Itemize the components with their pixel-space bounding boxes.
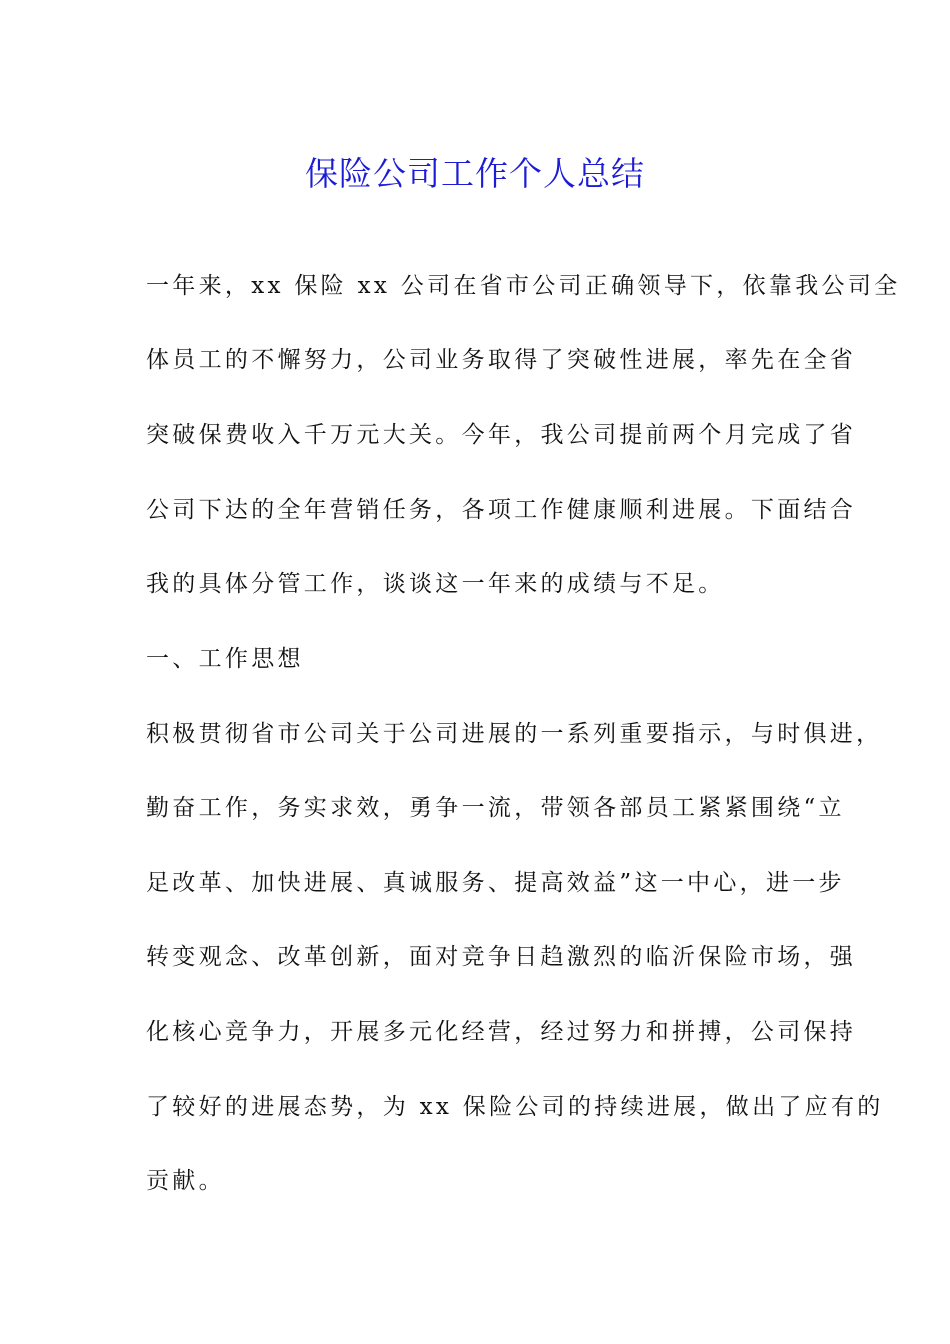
- paragraph-thought-line-7: 贡献。: [146, 1168, 225, 1194]
- paragraph-thought-line-2: 勤奋工作，务实求效，勇争一流，带领各部员工紧紧围绕“立: [146, 795, 845, 821]
- paragraph-intro-line-1: 一年来，xx 保险 xx 公司在省市公司正确领导下，依靠我公司全: [146, 273, 901, 299]
- paragraph-thought-line-1: 积极贯彻省市公司关于公司进展的一系列重要指示，与时俱进，: [146, 721, 883, 747]
- paragraph-thought-line-5: 化核心竞争力，开展多元化经营，经过努力和拼搏，公司保持: [146, 1019, 857, 1045]
- paragraph-intro-line-3: 突破保费收入千万元大关。今年，我公司提前两个月完成了省: [146, 422, 857, 448]
- paragraph-thought-line-3: 足改革、加快进展、真诚服务、提高效益”这一中心，进一步: [146, 870, 845, 896]
- paragraph-intro-line-2: 体员工的不懈努力，公司业务取得了突破性进展，率先在全省: [146, 347, 857, 373]
- paragraph-thought-line-4: 转变观念、改革创新，面对竞争日趋激烈的临沂保险市场，强: [146, 944, 857, 970]
- paragraph-thought-line-6: 了较好的进展态势，为 xx 保险公司的持续进展，做出了应有的: [146, 1094, 884, 1120]
- section-heading-work-thought: 一、工作思想: [146, 646, 304, 672]
- paragraph-intro-line-4: 公司下达的全年营销任务，各项工作健康顺利进展。下面结合: [146, 497, 857, 523]
- document-title: 保险公司工作个人总结: [305, 154, 645, 194]
- paragraph-intro-line-5: 我的具体分管工作，谈谈这一年来的成绩与不足。: [146, 571, 725, 597]
